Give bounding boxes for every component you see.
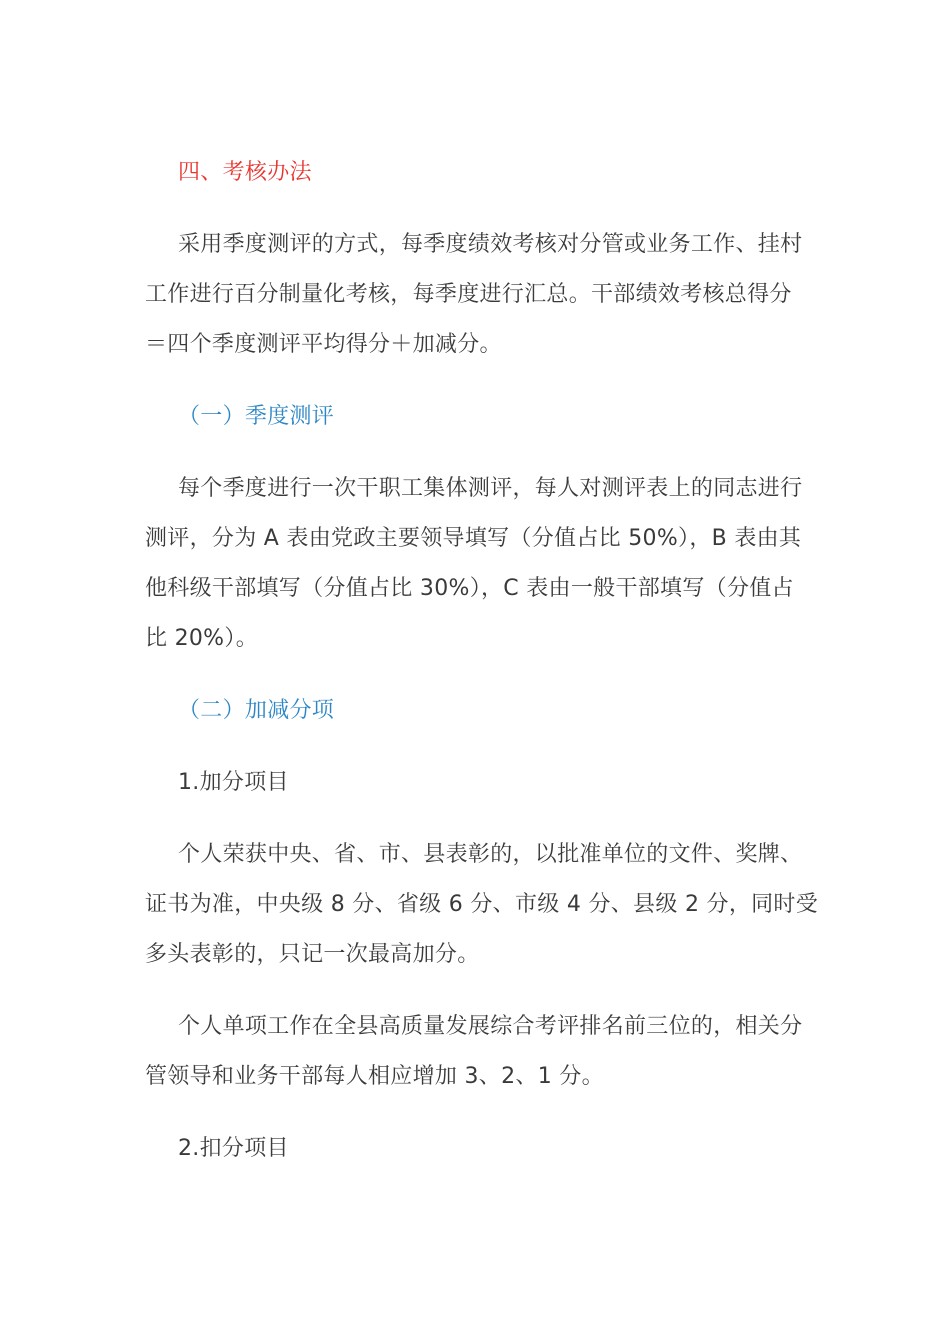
bonus-p1-line-2: 证书为准，中央级 8 分、省级 6 分、市级 4 分、县级 2 分，同时受 [145,892,819,917]
bonus-p1-line-1: 个人荣获中央、省、市、县表彰的，以批准单位的文件、奖牌、 [178,842,803,867]
subsection-title-quarterly: （一）季度测评 [178,404,335,429]
bonus-p2-line-2: 管领导和业务干部每人相应增加 3、2、1 分。 [145,1064,604,1089]
intro-line-1: 采用季度测评的方式，每季度绩效考核对分管或业务工作、挂村 [178,232,803,257]
bonus-p1-line-3: 多头表彰的，只记一次最高加分。 [145,942,480,967]
section-title: 四、考核办法 [178,160,312,185]
quarterly-line-4: 比 20%）。 [145,626,258,651]
bonus-p2-line-1: 个人单项工作在全县高质量发展综合考评排名前三位的，相关分 [178,1014,803,1039]
quarterly-line-3: 他科级干部填写（分值占比 30%），C 表由一般干部填写（分值占 [145,576,794,601]
intro-line-2: 工作进行百分制量化考核，每季度进行汇总。干部绩效考核总得分 [145,282,792,307]
intro-line-3: ＝四个季度测评平均得分＋加减分。 [145,332,502,357]
subsection-title-adjustments: （二）加减分项 [178,698,335,723]
quarterly-line-1: 每个季度进行一次干职工集体测评，每人对测评表上的同志进行 [178,476,803,501]
bonus-items-title: 1.加分项目 [178,770,289,795]
quarterly-line-2: 测评，分为 A 表由党政主要领导填写（分值占比 50%），B 表由其 [145,526,802,551]
deduction-items-title: 2.扣分项目 [178,1136,289,1161]
